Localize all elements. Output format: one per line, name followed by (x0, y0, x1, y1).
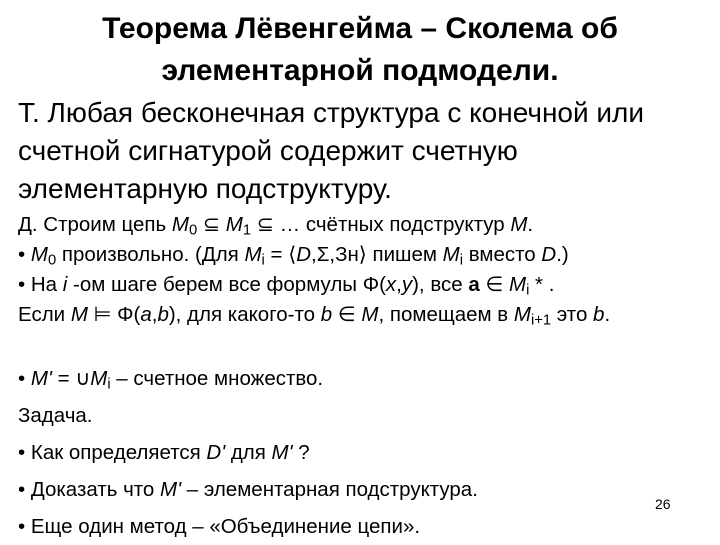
text: Д. Строим цепь (18, 213, 172, 236)
text: – элементарная подструктура. (181, 478, 478, 501)
text: • (18, 243, 31, 266)
text: ⊆ (197, 213, 226, 236)
proof-line-m0 (18, 240, 713, 270)
math-symbol: x (385, 273, 397, 296)
proof-line-chain (18, 210, 713, 240)
text: ⊆ … счётных подструктур (251, 213, 511, 236)
theorem-statement (18, 94, 708, 208)
subscript: 0 (188, 222, 198, 239)
proof-line-step (18, 270, 713, 300)
math-symbol: M' (271, 441, 293, 464)
text: = ⟨ (264, 243, 297, 266)
text: • Как определяется (18, 441, 207, 464)
math-symbol: b (157, 303, 169, 326)
math-symbol: a (140, 303, 152, 326)
math-symbol: D' (206, 441, 226, 464)
math-symbol-bold: a (468, 273, 480, 296)
tasks-block (18, 360, 708, 545)
text: • Еще один метод – «Объединение цепи». (18, 515, 421, 538)
task-item-1 (18, 434, 708, 471)
text: для (225, 441, 272, 464)
theorem-line-1: Т. Любая бесконечная структура с конечной или (18, 97, 645, 128)
text: • Доказать что (18, 478, 161, 501)
math-symbol: i (62, 273, 68, 296)
text: ), для какого-то (168, 303, 321, 326)
text: ⊨ Φ( (87, 303, 141, 326)
text: • (18, 367, 31, 390)
math-symbol: M (361, 303, 379, 326)
title-line-1: Теорема Лёвенгейма – Сколема об (102, 12, 618, 45)
math-symbol: M (510, 213, 528, 236)
text: вместо (463, 243, 542, 266)
slide-title (0, 8, 720, 92)
text: ,Σ,Зн⟩ пишем (311, 243, 443, 266)
subscript: i+1 (530, 312, 552, 329)
math-symbol: M (244, 243, 262, 266)
text: . (527, 213, 534, 236)
math-symbol: M (90, 367, 108, 390)
text: – счетное множество. (110, 367, 324, 390)
text: -ом шаге берем все формулы Φ( (67, 273, 386, 296)
text: ? (292, 441, 310, 464)
task-heading (18, 397, 708, 434)
math-symbol: M (171, 213, 189, 236)
text: Задача. (18, 404, 93, 427)
math-symbol: b (593, 303, 605, 326)
math-symbol: M (30, 243, 48, 266)
text: ∈ (479, 273, 509, 296)
text: ), все (412, 273, 469, 296)
text: = ∪ (51, 367, 91, 390)
math-symbol: D (541, 243, 557, 266)
task-item-2 (18, 471, 708, 508)
text: • На (18, 273, 63, 296)
text: это (551, 303, 594, 326)
math-symbol: M' (160, 478, 182, 501)
proof-line-if (18, 300, 713, 330)
math-symbol: D (296, 243, 312, 266)
math-symbol: b (320, 303, 333, 326)
math-symbol: y (401, 273, 413, 296)
text: Если (18, 303, 71, 326)
subscript: i (261, 252, 265, 269)
subscript: 0 (47, 252, 57, 269)
text: .) (556, 243, 569, 266)
text: * . (529, 273, 555, 296)
subscript: 1 (242, 222, 252, 239)
title-line-2: элементарной подмодели. (161, 54, 559, 87)
task-item-3 (18, 508, 708, 545)
text: ∈ (332, 303, 362, 326)
math-symbol: M' (30, 367, 52, 390)
subscript: i (459, 252, 464, 269)
math-symbol: M (509, 273, 527, 296)
theorem-line-2: счетной сигнатурой содержит счетную (18, 135, 518, 166)
theorem-line-3: элементарную подструктуру. (18, 173, 392, 204)
math-symbol: M (70, 303, 88, 326)
math-symbol: M (442, 243, 460, 266)
subscript: i (526, 282, 530, 299)
proof-block (18, 210, 713, 330)
text: , помещаем в (378, 303, 514, 326)
math-symbol: M (225, 213, 243, 236)
text: произвольно. (Для (56, 243, 245, 266)
subscript: i (107, 376, 111, 393)
page-number: 26 (655, 496, 671, 512)
text: , (151, 303, 158, 326)
text: , (396, 273, 402, 296)
text: . (604, 303, 611, 326)
union-line (18, 360, 708, 397)
math-symbol: M (513, 303, 531, 326)
